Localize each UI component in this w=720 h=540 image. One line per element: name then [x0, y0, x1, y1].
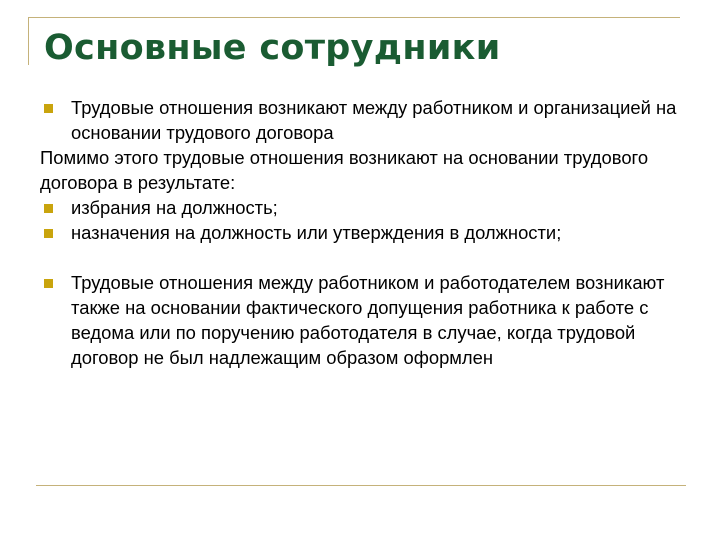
paragraph-item — [40, 145, 690, 195]
bullet-item — [40, 270, 690, 370]
top-divider-line — [28, 17, 680, 18]
slide-title: Основные сотрудники — [44, 28, 501, 68]
bullet-item — [40, 195, 690, 220]
paragraph-text: Помимо этого трудовые отношения возникают на основании трудового договора в результате: — [40, 147, 649, 193]
bullet-text: избрания на должность; — [71, 197, 278, 218]
square-bullet-icon — [44, 229, 53, 238]
left-accent-line — [28, 17, 29, 65]
bullet-item — [40, 95, 690, 145]
square-bullet-icon — [44, 204, 53, 213]
square-bullet-icon — [44, 279, 53, 288]
bullet-text: назначения на должность или утверждения в должности; — [71, 222, 562, 243]
bullet-item — [40, 220, 690, 245]
bullet-text: Трудовые отношения возникают между работником и организацией на основании трудового договора — [71, 97, 677, 143]
spacer — [40, 245, 690, 270]
slide-body — [40, 95, 690, 370]
bullet-text: Трудовые отношения между работником и работодателем возникают также на основании фактического допущения работника к работе с ведома или по поручению работодателя в случае, когда трудовой договор не был надлежащим образом оформлен — [71, 272, 665, 368]
square-bullet-icon — [44, 104, 53, 113]
bottom-divider-line — [36, 485, 686, 486]
